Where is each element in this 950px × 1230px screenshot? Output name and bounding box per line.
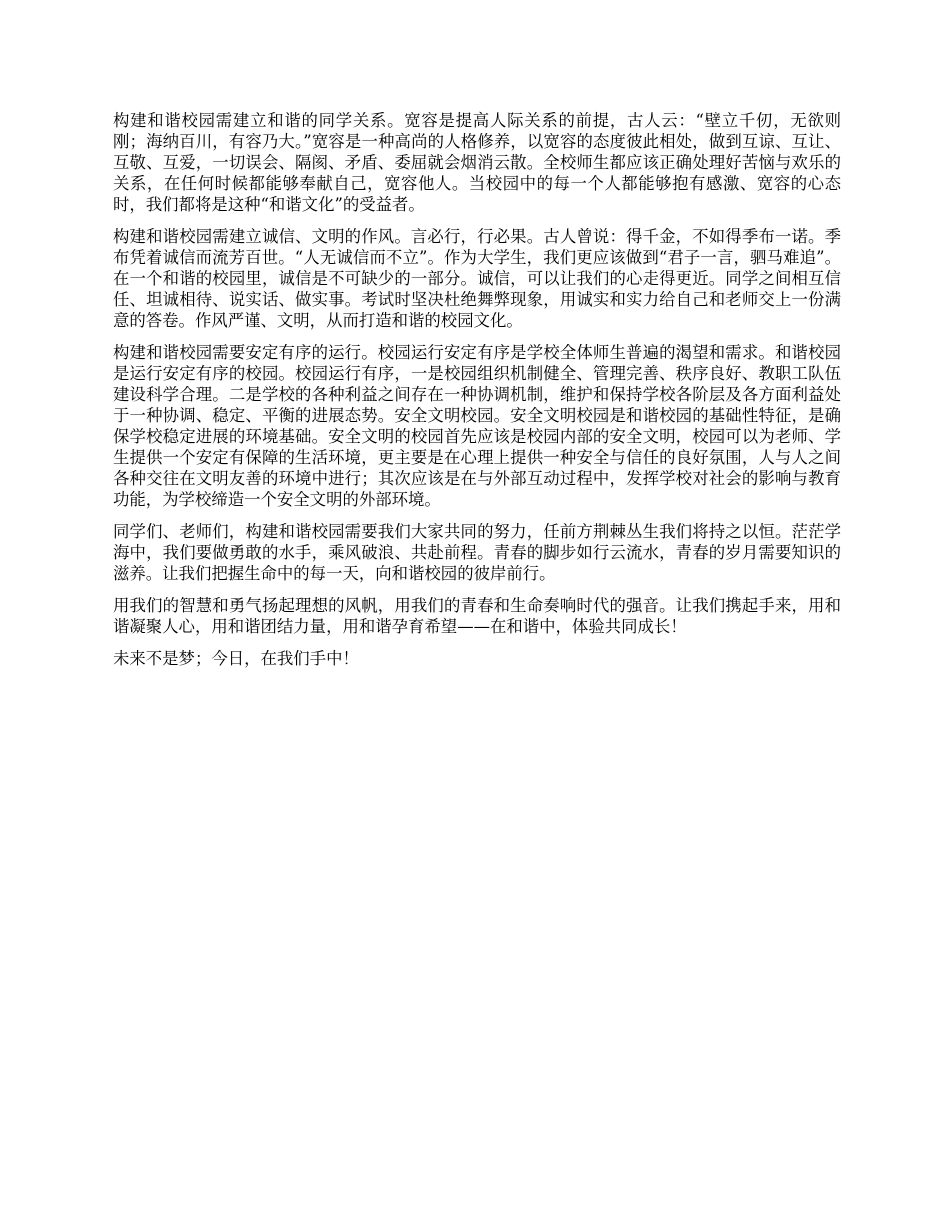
paragraph-wisdom-courage: 用我们的智慧和勇气扬起理想的风帆，用我们的青春和生命奏响时代的强音。让我们携起手来，用和谐凝聚人心，用和谐团结力量，用和谐孕育希望——在和谐中，体验共同成长！ <box>113 596 841 636</box>
paragraph-orderly-operation: 构建和谐校园需要安定有序的运行。校园运行安定有序是学校全体师生普遍的渴望和需求。和谐校园是运行安定有序的校园。校园运行有序，一是校园组织机制健全、管理完善、秩序良好、教职工队伍建设科学合理。二是学校的各种利益之间存在一种协调机制，维护和保持学校各阶层及各方面利益处于一种协调、稳定、平衡的进展态势。安全文明校园。安全文明校园是和谐校园的基础性特征，是确保学校稳定进展的环境基础。安全文明的校园首先应该是校园内部的安全文明，校园可以为老师、学生提供一个安定有保障的生活环境，更主要是在心理上提供一种安全与信任的良好氛围，人与人之间各种交往在文明友善的环境中进行；其次应该是在与外部互动过程中，发挥学校对社会的影响与教育功能，为学校缔造一个安全文明的外部环境。 <box>113 343 841 509</box>
document-body <box>113 110 841 680</box>
paragraph-joint-effort: 同学们、老师们，构建和谐校园需要我们大家共同的努力，任前方荆棘丛生我们将持之以恒。茫茫学海中，我们要做勇敢的水手，乘风破浪、共赴前程。青春的脚步如行云流水，青春的岁月需要知识的滋养。让我们把握生命中的每一天，向和谐校园的彼岸前行。 <box>113 522 841 583</box>
paragraph-closing-line: 未来不是梦；今日，在我们手中！ <box>113 649 359 668</box>
paragraph-harmonious-relations: 构建和谐校园需建立和谐的同学关系。宽容是提高人际关系的前提，古人云：“壁立千仞，无欲则刚；海纳百川，有容乃大。”宽容是一种高尚的人格修养，以宽容的态度彼此相处，做到互谅、互让、互敬、互爱，一切误会、隔阂、矛盾、委屈就会烟消云散。全校师生都应该正确处理好苦恼与欢乐的关系，在任何时候都能够奉献自己，宽容他人。当校园中的每一个人都能够抱有感激、宽容的心态时，我们都将是这种“和谐文化”的受益者。 <box>113 111 841 214</box>
paragraph-integrity-civility: 构建和谐校园需建立诚信、文明的作风。言必行，行必果。古人曾说：得千金，不如得季布一诺。季布凭着诚信而流芳百世。“人无诚信而不立”。作为大学生，我们更应该做到“君子一言，驷马难追”。在一个和谐的校园里，诚信是不可缺少的一部分。诚信，可以让我们的心走得更近。同学之间相互信任、坦诚相待、说实话、做实事。考试时坚决杜绝舞弊现象，用诚实和实力给自己和老师交上一份满意的答卷。作风严谨、文明，从而打造和谐的校园文化。 <box>113 227 841 330</box>
